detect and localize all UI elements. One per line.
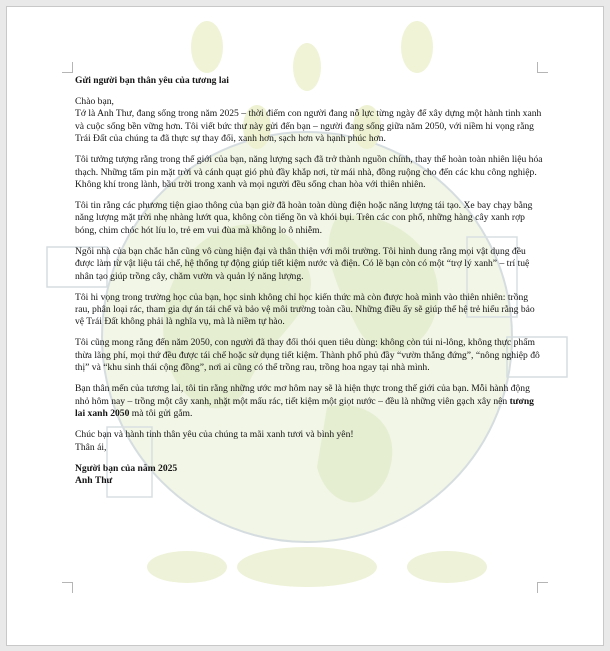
letter-body	[75, 75, 545, 496]
plant-shape	[407, 551, 487, 583]
leaf-shape	[401, 21, 433, 73]
plant-shape	[237, 547, 377, 587]
letter-final-paragraph: Bạn thân mến của tương lai, tôi tin rằng những ước mơ hôm nay sẽ là hiện thực trong thế giới của bạn. Mỗi hành động nhỏ hôm nay – trồng một cây xanh, nhặt một mẩu rác, tiết kiệm một giọt nước – đều là những viên gạch xây nên tương lai xanh 2050 mà tôi gửi gắm.	[75, 383, 534, 420]
letter-opening	[75, 96, 545, 146]
signature-name: Anh Thư	[75, 474, 113, 486]
margin-corner-mark	[537, 582, 548, 593]
letter-title: Gửi người bạn thân yêu của tương lai	[75, 75, 229, 86]
letter-paragraph: Tôi cũng mong rằng đến năm 2050, con người đã thay đổi thói quen tiêu dùng: không còn túi ni-lông, không thực phẩm thừa lãng phí, mọi thứ đều được tái chế hoặc sử dụng tiết kiệm. Thành phố phủ đầy “vườn thẳng đứng”, “nông nghiệp đô thị” và “khu sinh thái cộng đồng”, nơi ai cũng có thể trồng rau, trồng hoa ngay tại nhà mình.	[75, 337, 540, 374]
signature	[75, 463, 545, 488]
margin-corner-mark	[537, 62, 548, 73]
document-page	[6, 6, 604, 646]
plant-shape	[147, 551, 227, 583]
leaf-shape	[191, 21, 223, 73]
letter-paragraph: Tớ là Anh Thư, đang sống trong năm 2025 – thời điểm con người đang nỗ lực từng ngày để xây dựng một hành tinh xanh và cuộc sống bền vững hơn. Tôi viết bức thư này gửi đến bạn – người đang sống giữa năm 2050, với niềm hi vọng rằng Trái Đất của chúng ta đã thực sự thay đổi, xanh hơn, sạch hơn và hạnh phúc hơn.	[75, 108, 542, 145]
letter-paragraph: Tôi tưởng tượng rằng trong thế giới của bạn, năng lượng sạch đã trở thành nguồn chính, thay thế hoàn toàn nhiên liệu hóa thạch. Những tấm pin mặt trời và cánh quạt gió phủ đầy khắp nơi, từ mái nhà, đồng ruộng cho đến các khu công nghiệp. Không khí trong lành, bầu trời trong xanh và mọi người đều sống chan hòa với thiên nhiên.	[75, 154, 543, 191]
letter-greeting: Chào bạn,	[75, 96, 114, 107]
letter-paragraph: Tôi tin rằng các phương tiện giao thông của bạn giờ đã hoàn toàn dùng điện hoặc năng lượng tái tạo. Xe bay chạy bằng năng lượng mặt trời nhẹ nhàng lướt qua, không còn tiếng ồn và khói bụi. Trên các con phố, những hàng cây xanh rợp bóng, chim chóc hót líu lo, trẻ em vui đùa mà không lo ô nhiễm.	[75, 200, 533, 236]
margin-corner-mark	[62, 62, 73, 73]
margin-corner-mark	[62, 582, 73, 593]
highlight-text: tương lai xanh 2050	[75, 395, 534, 420]
letter-paragraph: Ngôi nhà của bạn chắc hẳn cũng vô cùng hiện đại và thân thiện với môi trường. Tôi hình dung rằng mọi vật dụng đều được làm từ vật liệu tái chế, hệ thống tự động giúp tiết kiệm nước và điện. Có lẽ bạn còn có một “trợ lý xanh” – trí tuệ nhân tạo giúp trồng cây, chăm vườn và quản lý năng lượng.	[75, 245, 530, 282]
closing-regards: Thân ái,	[75, 441, 107, 453]
letter-paragraph: Tôi hi vọng trong trường học của bạn, học sinh không chỉ học kiến thức mà còn được hoà mình vào thiên nhiên: trồng rau, phân loại rác, tham gia dự án tái chế và bảo vệ môi trường toàn cầu. Những điều ấy sẽ giúp thế hệ trẻ hiểu rằng bảo vệ Trái Đất không phải là nghĩa vụ, mà là niềm tự hào.	[75, 291, 535, 328]
letter-closing	[75, 429, 545, 454]
signature-role: Người bạn của năm 2025	[75, 462, 178, 474]
closing-line: Chúc bạn và hành tinh thân yêu của chúng ta mãi xanh tươi và bình yên!	[75, 429, 354, 441]
